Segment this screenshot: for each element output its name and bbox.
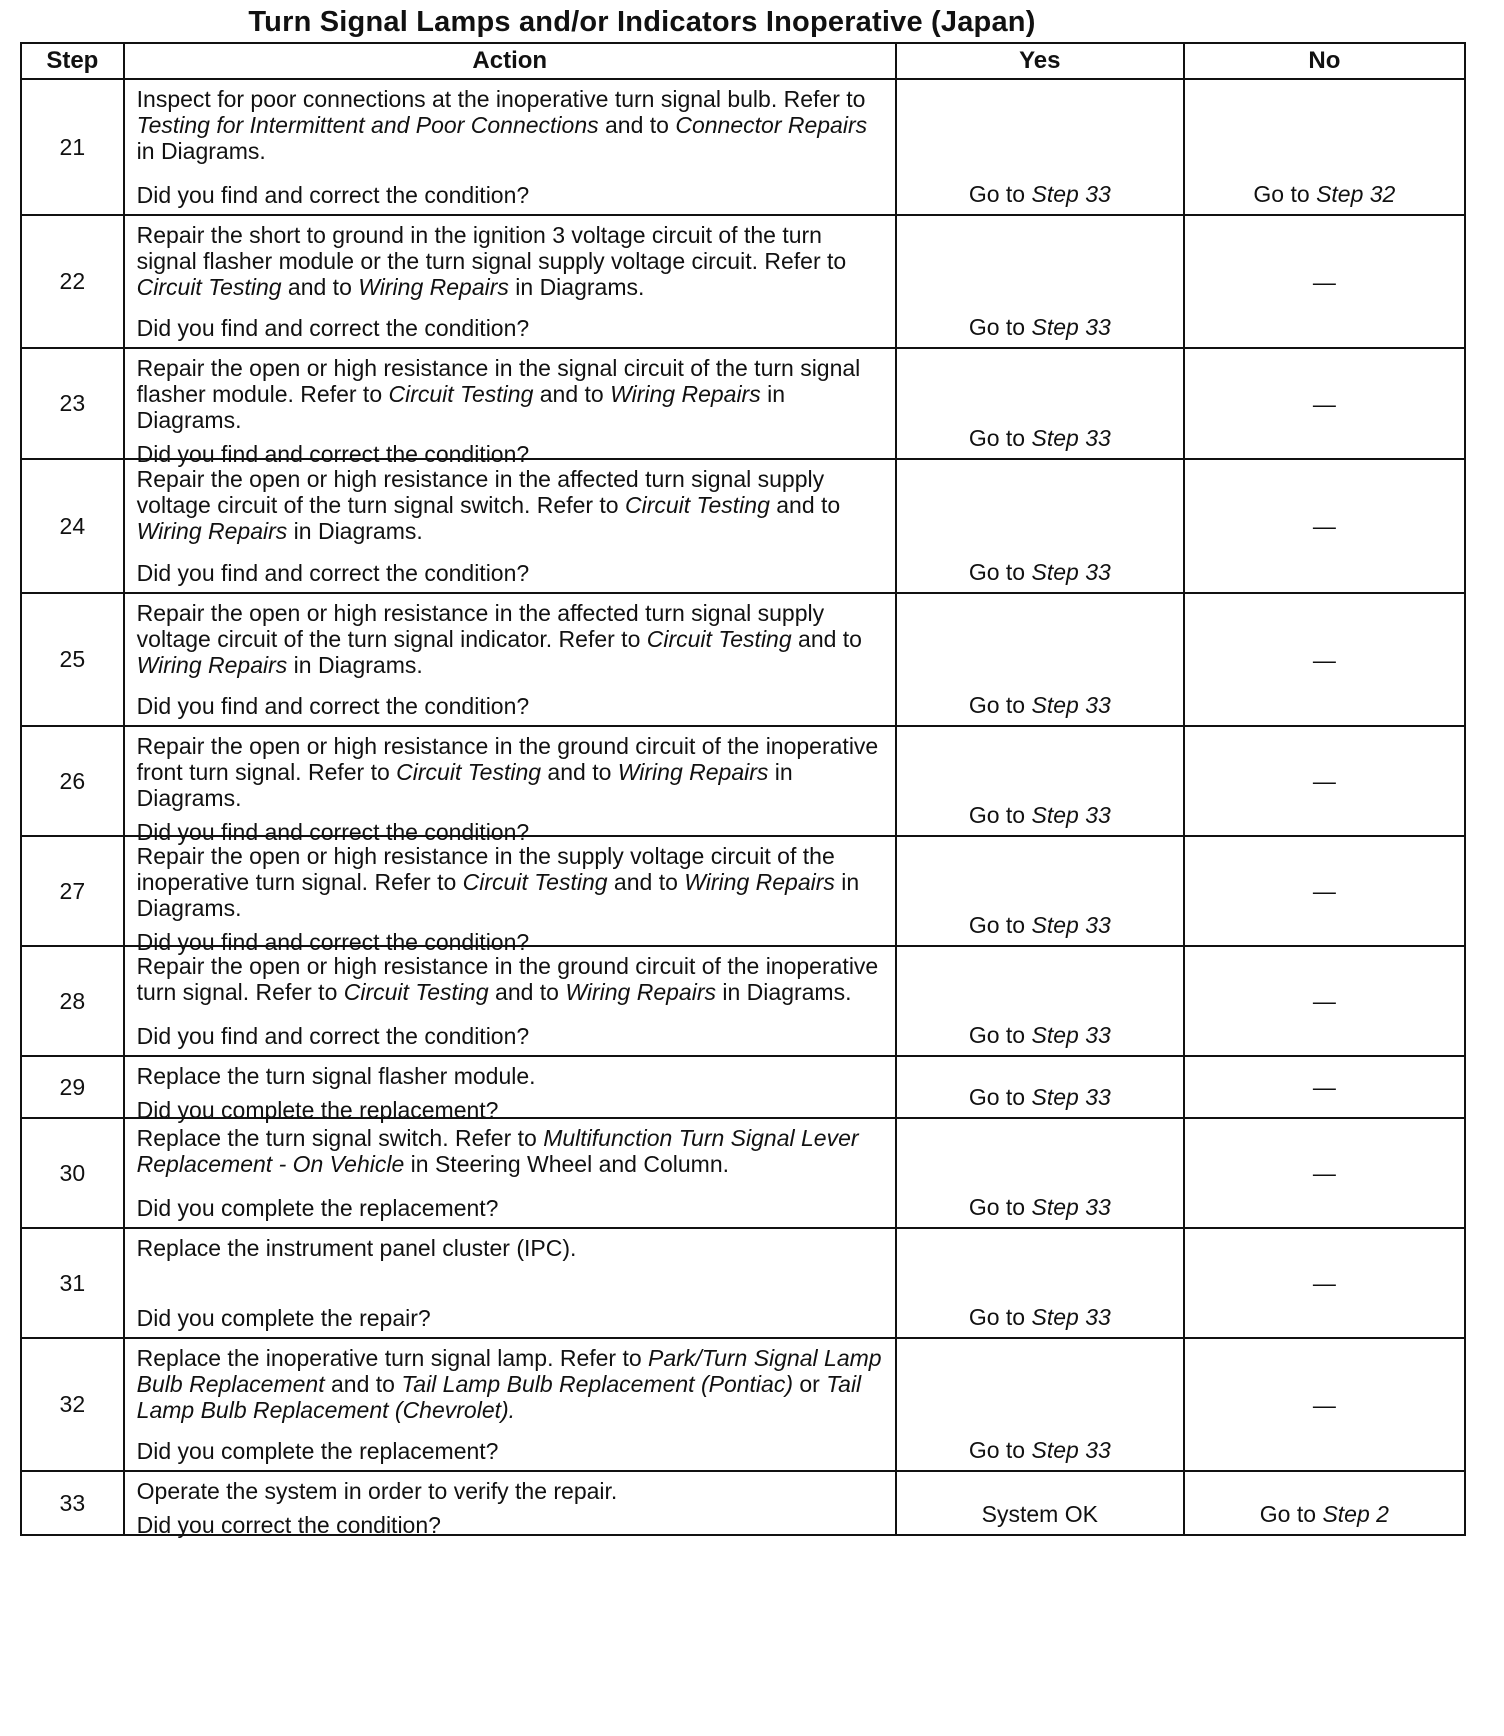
table-row: [21, 1471, 1465, 1535]
action-question: Did you find and correct the condition?: [136, 182, 530, 208]
action-text: [137, 953, 885, 1005]
action-run: Circuit Testing: [396, 759, 542, 785]
action-text: [137, 843, 885, 921]
table-row: [21, 215, 1465, 348]
action-text: [137, 86, 885, 164]
action-run: Circuit Testing: [136, 274, 282, 300]
action-run: and to: [541, 759, 618, 785]
table-row: [21, 946, 1465, 1056]
yes-result: [896, 593, 1184, 726]
yes-result: [896, 1056, 1184, 1118]
action-run: and to: [769, 492, 841, 518]
action-run: Park/Turn Signal Lamp Bulb Replacement: [136, 1345, 882, 1397]
header-yes: Yes: [896, 43, 1184, 79]
action-run: Repair the open or high resistance in the signal circuit of the turn signal flasher module. Refer to: [136, 355, 861, 407]
yes-run: Go to: [968, 1084, 1032, 1110]
table-row: [21, 836, 1465, 946]
yes-run: Go to: [968, 1194, 1032, 1220]
action-question: Did you find and correct the condition?: [136, 693, 530, 719]
action-run: Wiring Repairs: [565, 979, 716, 1005]
yes-run: Go to: [968, 1437, 1032, 1463]
yes-run: Step 33: [1031, 181, 1111, 207]
yes-result: [896, 946, 1184, 1056]
no-run: —: [1312, 1391, 1336, 1418]
table-row: [21, 1118, 1465, 1228]
action-run: Tail Lamp Bulb Replacement (Pontiac): [401, 1371, 793, 1397]
step-number: 33: [21, 1471, 124, 1535]
yes-run: Step 33: [1031, 425, 1111, 451]
step-number: 25: [21, 593, 124, 726]
action-text: [137, 1063, 885, 1089]
action-text: [137, 600, 885, 678]
action-run: Testing for Intermittent and Poor Connections: [136, 112, 599, 138]
no-run: Go to: [1253, 181, 1317, 207]
action-text: [137, 466, 885, 544]
no-run: —: [1312, 988, 1336, 1014]
step-number: 24: [21, 459, 124, 593]
action-run: Repair the open or high resistance in the ground circuit of the inoperative front turn signal. Refer to: [136, 733, 879, 785]
yes-run: Step 33: [1031, 1022, 1111, 1048]
no-run: —: [1312, 1074, 1336, 1100]
action-run: Repair the open or high resistance in the affected turn signal supply voltage circuit of the turn signal indicator. Refer to: [136, 600, 825, 652]
yes-run: Go to: [968, 1304, 1032, 1330]
action-question: Did you correct the condition?: [136, 1512, 441, 1538]
action-text: [137, 1345, 885, 1423]
yes-run: Go to: [968, 314, 1032, 340]
header-no: No: [1184, 43, 1465, 79]
action-cell: [124, 1471, 896, 1538]
page-title: Turn Signal Lamps and/or Indicators Inoperative (Japan): [248, 6, 1036, 38]
no-run: —: [1312, 268, 1336, 295]
action-cell: [124, 726, 896, 845]
no-result: [1184, 1471, 1465, 1535]
yes-result: [896, 1118, 1184, 1228]
action-run: Wiring Repairs: [136, 518, 288, 544]
no-result: [1184, 1228, 1465, 1338]
table-row: [21, 79, 1465, 215]
action-run: in Steering Wheel and Column.: [404, 1151, 730, 1177]
action-run: and to: [791, 626, 862, 652]
action-run: Operate the system in order to verify the repair.: [136, 1478, 618, 1504]
table-row: [21, 593, 1465, 726]
no-result: [1184, 593, 1465, 726]
table-row: [21, 1338, 1465, 1471]
yes-run: System OK: [981, 1501, 1098, 1527]
action-cell: [124, 1338, 896, 1471]
yes-run: Step 33: [1031, 802, 1111, 828]
action-run: and to: [533, 381, 611, 407]
action-run: and to: [607, 869, 685, 895]
yes-result: [896, 836, 1184, 946]
yes-run: Step 33: [1031, 1437, 1111, 1463]
action-run: or: [792, 1371, 827, 1397]
step-number: 31: [21, 1228, 124, 1338]
no-result: [1184, 836, 1465, 946]
yes-result: [896, 215, 1184, 348]
action-question: Did you find and correct the condition?: [136, 1023, 530, 1049]
action-cell: [124, 836, 896, 955]
yes-run: Step 33: [1031, 1084, 1111, 1110]
yes-result: [896, 459, 1184, 593]
action-cell: [124, 79, 896, 215]
no-result: [1184, 459, 1465, 593]
action-run: Replace the inoperative turn signal lamp. Refer to: [136, 1345, 649, 1371]
yes-run: Step 33: [1031, 1304, 1111, 1330]
action-run: Repair the open or high resistance in the supply voltage circuit of the inoperative turn signal. Refer to: [136, 843, 835, 895]
table-row: [21, 1228, 1465, 1338]
action-run: Wiring Repairs: [617, 759, 769, 785]
yes-run: Go to: [968, 912, 1032, 938]
yes-run: Go to: [968, 559, 1032, 585]
no-result: [1184, 1056, 1465, 1118]
no-run: Step 2: [1322, 1501, 1389, 1527]
table-header-row: [21, 43, 1465, 79]
step-number: 30: [21, 1118, 124, 1228]
no-run: —: [1312, 513, 1336, 539]
action-cell: [124, 215, 896, 348]
action-run: Wiring Repairs: [358, 274, 509, 300]
no-run: —: [1312, 646, 1336, 673]
action-run: Multifunction Turn Signal Lever Replacement - On Vehicle: [136, 1125, 859, 1177]
action-run: in Diagrams.: [508, 274, 645, 300]
action-cell: [124, 348, 896, 467]
action-run: in Diagrams.: [287, 652, 423, 678]
step-number: 26: [21, 726, 124, 836]
yes-run: Step 33: [1031, 1194, 1111, 1220]
action-question: Did you complete the replacement?: [136, 1438, 499, 1464]
no-run: Go to: [1259, 1501, 1323, 1527]
action-run: Circuit Testing: [388, 381, 534, 407]
action-text: [137, 733, 885, 811]
action-run: Circuit Testing: [625, 492, 770, 518]
action-run: Repair the short to ground in the ignition 3 voltage circuit of the turn signal flasher module or the turn signal supply voltage circuit. Refer to: [136, 222, 847, 274]
action-question: Did you find and correct the condition?: [136, 560, 530, 586]
yes-result: [896, 348, 1184, 459]
yes-run: Go to: [968, 181, 1032, 207]
action-run: Wiring Repairs: [610, 381, 761, 407]
action-run: in Diagrams.: [716, 979, 852, 1005]
no-run: —: [1312, 1160, 1336, 1186]
yes-result: [896, 1471, 1184, 1535]
action-run: Circuit Testing: [646, 626, 792, 652]
action-cell: [124, 593, 896, 726]
step-number: 29: [21, 1056, 124, 1118]
action-text: [137, 355, 885, 433]
action-cell: [124, 1228, 896, 1338]
action-run: Circuit Testing: [343, 979, 489, 1005]
no-run: —: [1312, 1270, 1336, 1296]
yes-run: Step 33: [1031, 559, 1111, 585]
table-row: [21, 459, 1465, 593]
no-result: [1184, 1338, 1465, 1471]
yes-result: [896, 1338, 1184, 1471]
table-row: [21, 348, 1465, 459]
action-run: Repair the open or high resistance in the ground circuit of the inoperative turn signal. Refer to: [136, 953, 879, 1005]
action-question: Did you find and correct the condition?: [136, 441, 530, 467]
diagnostic-table: [20, 42, 1466, 1536]
no-result: [1184, 215, 1465, 348]
step-number: 23: [21, 348, 124, 459]
no-result: [1184, 946, 1465, 1056]
yes-run: Go to: [968, 692, 1032, 718]
no-run: —: [1312, 768, 1336, 794]
action-run: Connector Repairs: [675, 112, 868, 138]
step-number: 32: [21, 1338, 124, 1471]
action-question: Did you find and correct the condition?: [136, 819, 530, 845]
header-step: Step: [21, 43, 124, 79]
no-result: [1184, 726, 1465, 836]
action-run: in Diagrams.: [136, 381, 786, 433]
yes-run: Step 33: [1031, 314, 1111, 340]
action-run: and to: [324, 1371, 402, 1397]
yes-run: Go to: [968, 1022, 1032, 1048]
step-number: 21: [21, 79, 124, 215]
action-run: Replace the turn signal flasher module.: [136, 1063, 536, 1089]
action-cell: [124, 459, 896, 593]
no-run: —: [1312, 390, 1336, 417]
action-text: [137, 1235, 885, 1261]
action-text: [137, 1125, 885, 1177]
yes-result: [896, 79, 1184, 215]
action-run: Tail Lamp Bulb Replacement (Chevrolet).: [136, 1371, 862, 1423]
yes-run: Go to: [968, 802, 1032, 828]
step-number: 27: [21, 836, 124, 946]
action-question: Did you complete the replacement?: [136, 1097, 499, 1123]
yes-result: [896, 726, 1184, 836]
no-result: [1184, 79, 1465, 215]
step-number: 28: [21, 946, 124, 1056]
action-run: Wiring Repairs: [684, 869, 835, 895]
action-run: and to: [488, 979, 566, 1005]
action-text: [137, 1478, 885, 1504]
action-run: and to: [281, 274, 359, 300]
action-run: Repair the open or high resistance in the affected turn signal supply voltage circuit of the turn signal switch. Refer to: [136, 466, 825, 518]
action-question: Did you complete the repair?: [136, 1305, 431, 1331]
table-row: [21, 726, 1465, 836]
no-run: Step 32: [1316, 181, 1396, 207]
action-run: Wiring Repairs: [136, 652, 288, 678]
action-run: in Diagrams.: [136, 869, 860, 921]
action-cell: [124, 1056, 896, 1123]
action-question: Did you find and correct the condition?: [136, 929, 530, 955]
action-cell: [124, 1118, 896, 1228]
action-run: Inspect for poor connections at the inoperative turn signal bulb. Refer to: [136, 86, 866, 112]
action-run: Replace the turn signal switch. Refer to: [136, 1125, 544, 1151]
action-run: and to: [598, 112, 676, 138]
yes-run: Step 33: [1031, 912, 1111, 938]
header-action: Action: [124, 43, 896, 79]
table-row: [21, 1056, 1465, 1118]
step-number: 22: [21, 215, 124, 348]
action-text: [137, 222, 885, 300]
action-run: in Diagrams.: [287, 518, 423, 544]
action-run: in Diagrams.: [136, 138, 266, 164]
action-question: Did you find and correct the condition?: [136, 315, 530, 341]
yes-run: Go to: [968, 425, 1032, 451]
no-run: —: [1312, 878, 1336, 904]
action-cell: [124, 946, 896, 1056]
no-result: [1184, 1118, 1465, 1228]
yes-result: [896, 1228, 1184, 1338]
yes-run: Step 33: [1031, 692, 1111, 718]
action-run: Replace the instrument panel cluster (IPC).: [136, 1235, 577, 1261]
action-question: Did you complete the replacement?: [136, 1195, 499, 1221]
action-run: Circuit Testing: [462, 869, 608, 895]
action-run: in Diagrams.: [136, 759, 793, 811]
no-result: [1184, 348, 1465, 459]
